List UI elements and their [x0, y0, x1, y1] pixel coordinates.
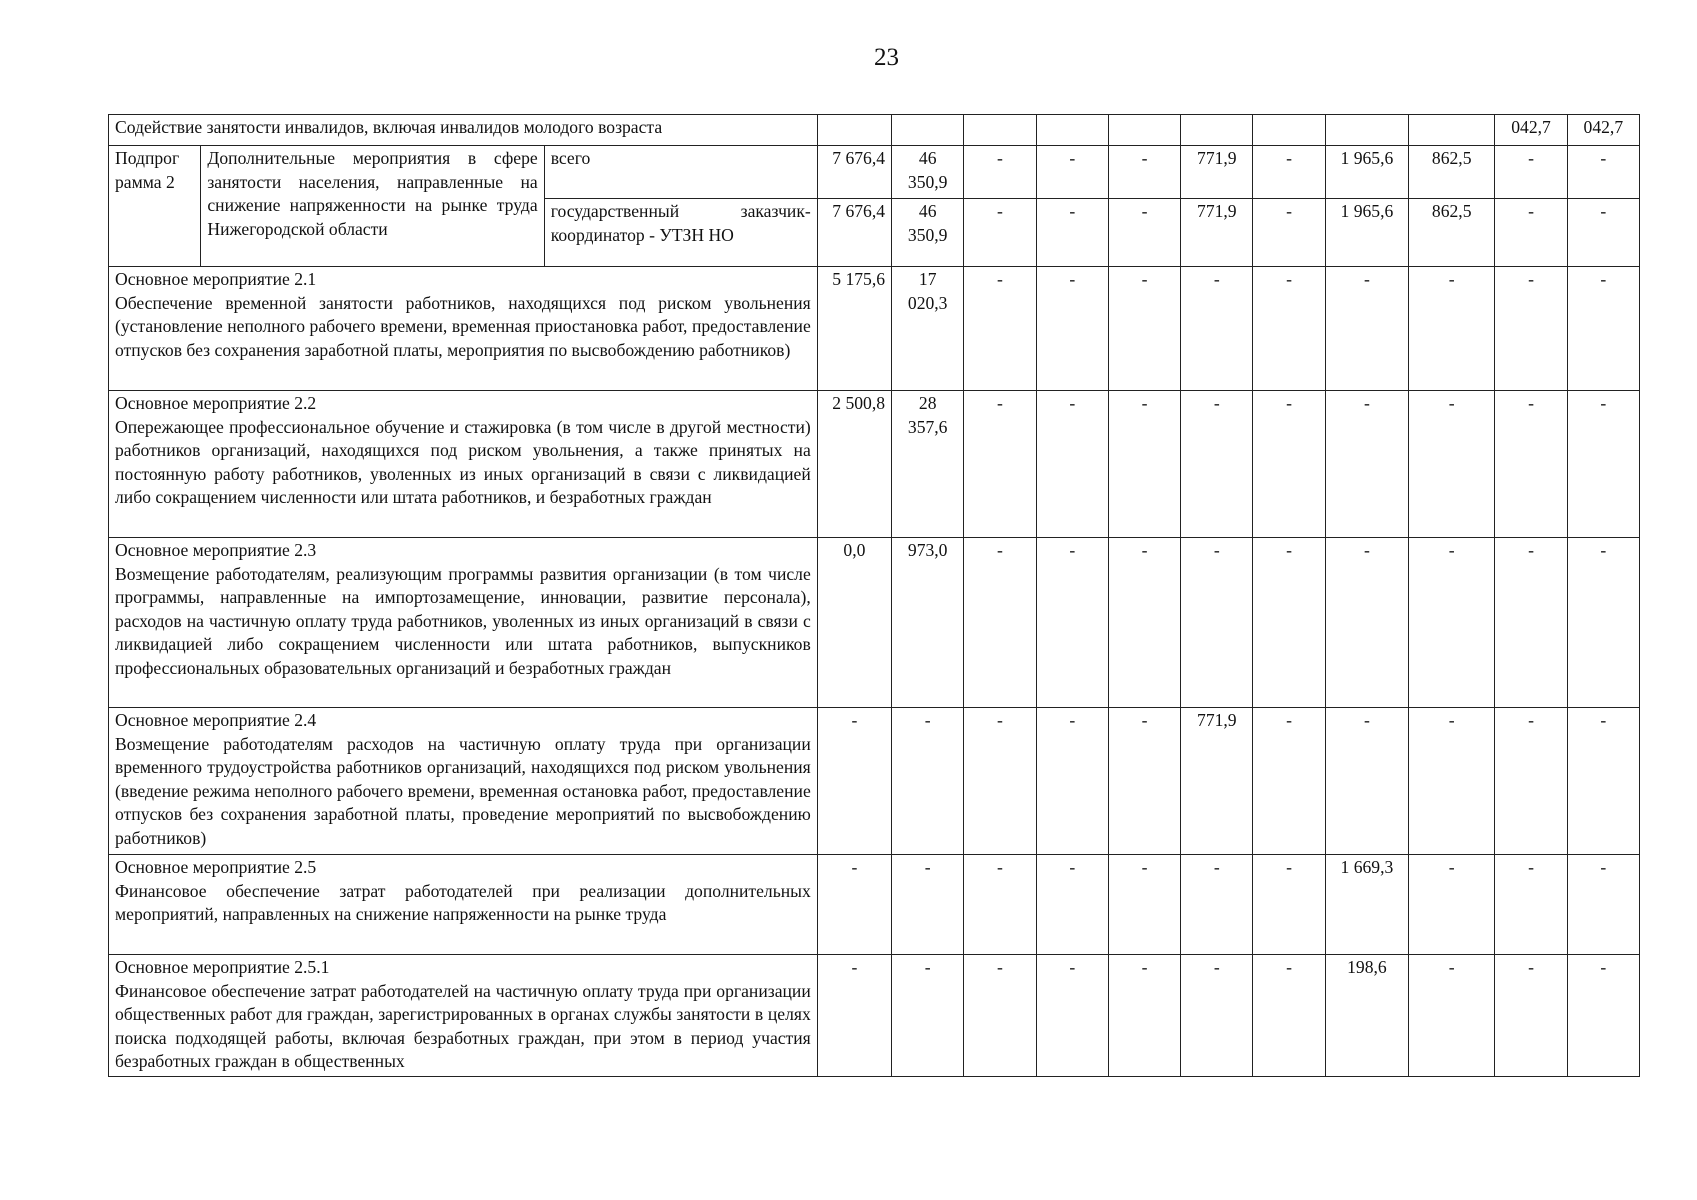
- value-cell: -: [1325, 538, 1408, 708]
- value-cell: -: [1253, 146, 1325, 199]
- value-cell: -: [964, 708, 1036, 855]
- value-cell: -: [1253, 267, 1325, 391]
- value-cell: -: [1567, 146, 1639, 199]
- value-cell: -: [1495, 955, 1567, 1077]
- value-cell: 46 350,9: [892, 146, 964, 199]
- row-label: Содействие занятости инвалидов, включая инвалидов молодого возраста: [109, 115, 818, 146]
- value-cell: -: [1253, 855, 1325, 955]
- value-cell: -: [1108, 391, 1180, 538]
- table-row: [109, 955, 1640, 1077]
- value-cell: 198,6: [1325, 955, 1408, 1077]
- value-cell: -: [964, 538, 1036, 708]
- value-cell: -: [1567, 391, 1639, 538]
- value-cell: 17 020,3: [892, 267, 964, 391]
- value-cell: -: [1567, 538, 1639, 708]
- value-cell: -: [892, 955, 964, 1077]
- measure-title: Основное мероприятие 2.3: [115, 540, 317, 560]
- measure-cell: [109, 538, 818, 708]
- value-cell: 973,0: [892, 538, 964, 708]
- measure-cell: [109, 708, 818, 855]
- value-cell: 771,9: [1181, 199, 1253, 267]
- value-cell: 7 676,4: [817, 199, 891, 267]
- value-cell: 1 965,6: [1325, 146, 1408, 199]
- value-cell: [1181, 115, 1253, 146]
- value-cell: -: [964, 199, 1036, 267]
- value-cell: [1108, 115, 1180, 146]
- value-cell: 771,9: [1181, 146, 1253, 199]
- value-cell: -: [1409, 855, 1495, 955]
- value-cell: [1036, 115, 1108, 146]
- value-cell: -: [1181, 538, 1253, 708]
- subprogram-name: Дополнительные мероприятия в сфере занятости населения, направленные на снижение напряженности на рынке труда Нижегородской области: [201, 146, 544, 267]
- value-cell: -: [1253, 538, 1325, 708]
- value-cell: -: [1108, 267, 1180, 391]
- value-cell: -: [817, 708, 891, 855]
- value-cell: 2 500,8: [817, 391, 891, 538]
- subprogram-code: Подпрог рамма 2: [109, 146, 201, 267]
- value-cell: -: [1495, 708, 1567, 855]
- value-cell: -: [1181, 391, 1253, 538]
- value-cell: -: [1253, 199, 1325, 267]
- value-cell: [892, 115, 964, 146]
- table-row: [109, 391, 1640, 538]
- value-cell: [817, 115, 891, 146]
- value-cell: -: [892, 855, 964, 955]
- page-number: 23: [874, 44, 899, 71]
- row-label: всего: [544, 146, 817, 199]
- value-cell: -: [1108, 708, 1180, 855]
- value-cell: -: [1036, 855, 1108, 955]
- value-cell: -: [1567, 199, 1639, 267]
- value-cell: -: [1181, 955, 1253, 1077]
- value-cell: -: [1495, 199, 1567, 267]
- value-cell: -: [964, 267, 1036, 391]
- value-cell: 042,7: [1495, 115, 1567, 146]
- value-cell: -: [964, 955, 1036, 1077]
- value-cell: -: [1409, 538, 1495, 708]
- measure-cell: [109, 391, 818, 538]
- value-cell: -: [1253, 955, 1325, 1077]
- value-cell: 5 175,6: [817, 267, 891, 391]
- value-cell: -: [1567, 708, 1639, 855]
- value-cell: -: [1108, 199, 1180, 267]
- value-cell: 862,5: [1409, 199, 1495, 267]
- value-cell: -: [1036, 538, 1108, 708]
- value-cell: 771,9: [1181, 708, 1253, 855]
- value-cell: -: [1567, 267, 1639, 391]
- table-row: [109, 855, 1640, 955]
- value-cell: 46 350,9: [892, 199, 964, 267]
- value-cell: -: [1036, 199, 1108, 267]
- value-cell: -: [1108, 955, 1180, 1077]
- table-row: [109, 115, 1640, 146]
- table-row: [109, 146, 1640, 199]
- value-cell: -: [1495, 855, 1567, 955]
- value-cell: -: [964, 391, 1036, 538]
- value-cell: -: [817, 955, 891, 1077]
- value-cell: -: [1325, 267, 1408, 391]
- value-cell: -: [817, 855, 891, 955]
- value-cell: [1253, 115, 1325, 146]
- measure-title: Основное мероприятие 2.1: [115, 269, 317, 289]
- row-label: государственный заказчик-координатор - УТЗН НО: [544, 199, 817, 267]
- value-cell: [1325, 115, 1408, 146]
- value-cell: -: [1495, 538, 1567, 708]
- measure-description: Обеспечение временной занятости работников, находящихся под риском увольнения (установление неполного рабочего времени, временная приостановка работ, предоставление отпусков без сохранения заработной платы, мероприятия по высвобождению работников): [115, 292, 811, 360]
- value-cell: -: [1409, 267, 1495, 391]
- value-cell: -: [1108, 146, 1180, 199]
- value-cell: -: [1036, 391, 1108, 538]
- value-cell: -: [1495, 146, 1567, 199]
- value-cell: -: [1108, 855, 1180, 955]
- value-cell: -: [964, 855, 1036, 955]
- value-cell: -: [1036, 267, 1108, 391]
- measure-cell: [109, 855, 818, 955]
- value-cell: -: [1181, 267, 1253, 391]
- measure-description: Финансовое обеспечение затрат работодателей на частичную оплату труда при организации общественных работ для граждан, зарегистрированных в органах службы занятости в целях поиска подходящей работы, включая безработных граждан, при этом в период участия безработных граждан в общественных: [115, 980, 811, 1071]
- value-cell: -: [1108, 538, 1180, 708]
- value-cell: 0,0: [817, 538, 891, 708]
- value-cell: -: [1253, 708, 1325, 855]
- measure-cell: [109, 267, 818, 391]
- value-cell: -: [1325, 708, 1408, 855]
- value-cell: -: [1036, 955, 1108, 1077]
- measure-description: Возмещение работодателям расходов на частичную оплату труда при организации временного трудоустройства работников организаций, находящихся под риском увольнения (введение режима неполного рабочего времени, временная остановка работ, предоставление отпусков без сохранения заработной платы, проведение мероприятий по высвобождению работников): [115, 733, 811, 848]
- table-row: [109, 267, 1640, 391]
- measure-cell: [109, 955, 818, 1077]
- budget-table: [108, 114, 1640, 1077]
- value-cell: -: [1495, 391, 1567, 538]
- value-cell: -: [1495, 267, 1567, 391]
- measure-title: Основное мероприятие 2.2: [115, 393, 317, 413]
- value-cell: [1409, 115, 1495, 146]
- measure-title: Основное мероприятие 2.5: [115, 857, 317, 877]
- value-cell: -: [892, 708, 964, 855]
- value-cell: -: [1181, 855, 1253, 955]
- value-cell: -: [1036, 146, 1108, 199]
- value-cell: -: [964, 146, 1036, 199]
- value-cell: -: [1036, 708, 1108, 855]
- measure-description: Финансовое обеспечение затрат работодателей при реализации дополнительных мероприятий, направленных на снижение напряженности на рынке труда: [115, 880, 811, 924]
- measure-description: Опережающее профессиональное обучение и стажировка (в том числе в другой местности) работников организаций, находящихся под риском увольнения, а также принятых на постоянную работу работников, уволенных из иных организаций в связи с ликвидацией либо сокращением численности или штата работников, и безработных граждан: [115, 416, 811, 507]
- value-cell: -: [1409, 955, 1495, 1077]
- table-row: [109, 708, 1640, 855]
- value-cell: -: [1567, 955, 1639, 1077]
- value-cell: -: [1567, 855, 1639, 955]
- value-cell: [964, 115, 1036, 146]
- table-row: [109, 538, 1640, 708]
- value-cell: -: [1253, 391, 1325, 538]
- value-cell: 1 669,3: [1325, 855, 1408, 955]
- value-cell: -: [1409, 708, 1495, 855]
- value-cell: 862,5: [1409, 146, 1495, 199]
- value-cell: 042,7: [1567, 115, 1639, 146]
- value-cell: 7 676,4: [817, 146, 891, 199]
- value-cell: 28 357,6: [892, 391, 964, 538]
- value-cell: -: [1409, 391, 1495, 538]
- measure-title: Основное мероприятие 2.5.1: [115, 957, 330, 977]
- measure-title: Основное мероприятие 2.4: [115, 710, 317, 730]
- value-cell: -: [1325, 391, 1408, 538]
- value-cell: 1 965,6: [1325, 199, 1408, 267]
- measure-description: Возмещение работодателям, реализующим программы развития организации (в том числе программы, направленные на импортозамещение, инновации, развитие персонала), расходов на частичную оплату труда работников, уволенных из иных организаций в связи с ликвидацией либо сокращением численности или штата работников, выпускников профессиональных образовательных организаций и безработных граждан: [115, 563, 811, 678]
